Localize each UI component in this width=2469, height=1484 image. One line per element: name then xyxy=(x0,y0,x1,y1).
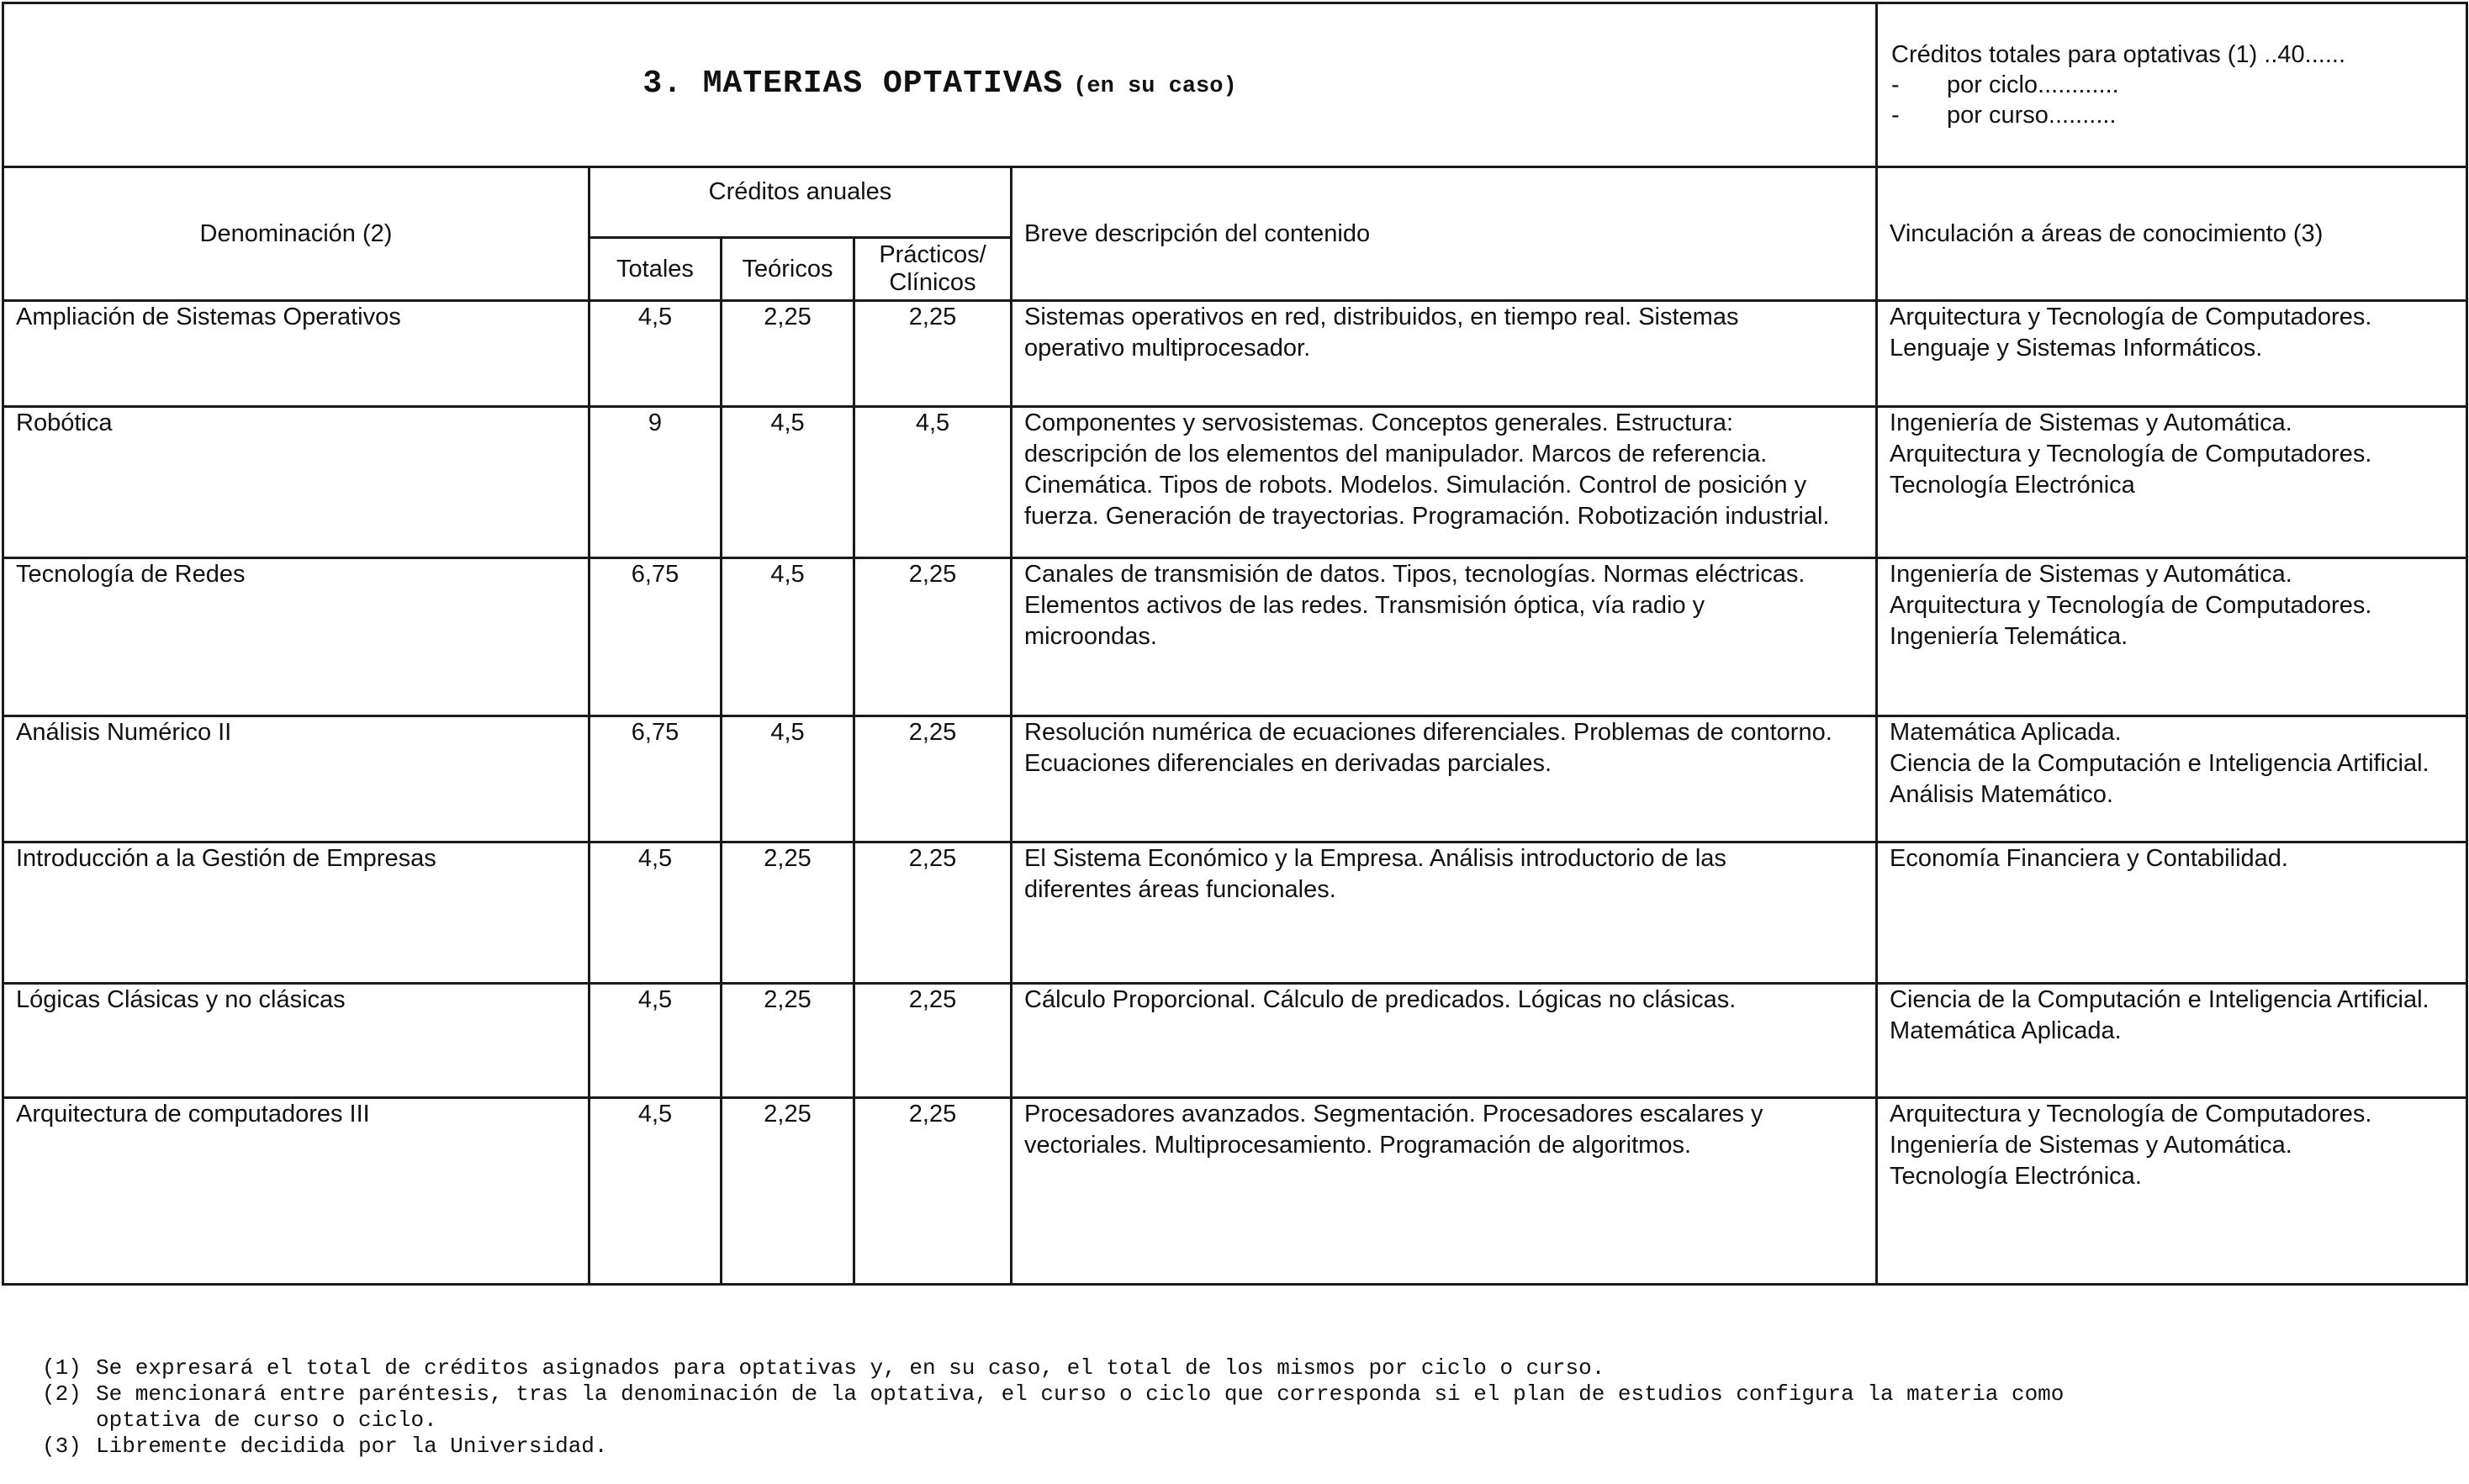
credits-totales: 9 xyxy=(589,407,722,558)
credits-teoricos: 2,25 xyxy=(722,842,854,984)
credits-practicos: 2,25 xyxy=(854,301,1012,407)
totals-text: por ciclo............ xyxy=(1947,71,2119,98)
column-header-practicos xyxy=(854,238,1012,301)
area-line: Arquitectura y Tecnología de Computadores. xyxy=(1890,441,2372,467)
knowledge-areas xyxy=(1877,301,2467,407)
credits-totales: 6,75 xyxy=(589,558,722,716)
column-header-vinculacion: Vinculación a áreas de conocimiento (3) xyxy=(1877,167,2467,301)
totals-line xyxy=(1891,40,2466,70)
footnote-mark: (1) xyxy=(42,1355,82,1381)
description-line: fuerza. Generación de trayectorias. Programación. Robotización industrial. xyxy=(1024,503,1830,530)
area-line: Arquitectura y Tecnología de Computadores. xyxy=(1890,592,2372,619)
totals-line xyxy=(1891,100,2466,130)
credits-practicos: 2,25 xyxy=(854,558,1012,716)
description-line: Resolución numérica de ecuaciones diferenciales. Problemas de contorno. xyxy=(1024,719,1832,746)
area-line: Ingeniería de Sistemas y Automática. xyxy=(1890,1132,2292,1159)
totals-dash: - xyxy=(1891,71,1900,98)
section-title-note: (en su caso) xyxy=(1073,73,1237,99)
credits-teoricos: 2,25 xyxy=(722,1098,854,1285)
knowledge-areas xyxy=(1877,716,2467,842)
footnote-line: Libremente decidida por la Universidad. xyxy=(96,1434,608,1459)
totals-text: por curso.......... xyxy=(1947,102,2117,129)
credits-practicos: 4,5 xyxy=(854,407,1012,558)
credits-teoricos: 2,25 xyxy=(722,984,854,1098)
description-line: Canales de transmisión de datos. Tipos, tecnologías. Normas eléctricas. xyxy=(1024,561,1805,588)
knowledge-areas xyxy=(1877,407,2467,558)
footnote-text xyxy=(96,1355,2413,1381)
area-line: Matemática Aplicada. xyxy=(1890,719,2122,746)
description-line: Cálculo Proporcional. Cálculo de predicados. Lógicas no clásicas. xyxy=(1024,986,1737,1013)
description-line: vectoriales. Multiprocesamiento. Programación de algoritmos. xyxy=(1024,1132,1692,1159)
header-line: Clínicos xyxy=(889,269,976,296)
column-header-teoricos: Teóricos xyxy=(722,238,854,301)
section-title: 3. MATERIAS OPTATIVAS xyxy=(642,65,1064,102)
credits-teoricos: 4,5 xyxy=(722,407,854,558)
subject-name: Robótica xyxy=(3,407,589,558)
footnote xyxy=(42,1381,2413,1434)
footnote-text xyxy=(96,1434,2413,1460)
footnote-line: optativa de curso o ciclo. xyxy=(96,1407,437,1433)
content-description xyxy=(1012,558,1877,716)
credits-practicos: 2,25 xyxy=(854,984,1012,1098)
description-line: descripción de los elementos del manipulador. Marcos de referencia. xyxy=(1024,441,1768,467)
content-description xyxy=(1012,301,1877,407)
subject-name: Análisis Numérico II xyxy=(3,716,589,842)
area-line: Ciencia de la Computación e Inteligencia Artificial. xyxy=(1890,986,2429,1013)
subject-name: Introducción a la Gestión de Empresas xyxy=(3,842,589,984)
footnote xyxy=(42,1355,2413,1381)
credits-teoricos: 4,5 xyxy=(722,558,854,716)
knowledge-areas xyxy=(1877,1098,2467,1285)
credits-practicos: 2,25 xyxy=(854,1098,1012,1285)
column-header-descripcion: Breve descripción del contenido xyxy=(1012,167,1877,301)
content-description xyxy=(1012,716,1877,842)
footnote-mark: (2) xyxy=(42,1381,82,1407)
description-line: Cinemática. Tipos de robots. Modelos. Simulación. Control de posición y xyxy=(1024,472,1807,499)
area-line: Arquitectura y Tecnología de Computadores. xyxy=(1890,1101,2372,1128)
subject-name: Tecnología de Redes xyxy=(3,558,589,716)
footnote-text xyxy=(96,1381,2413,1434)
description-line: Componentes y servosistemas. Conceptos generales. Estructura: xyxy=(1024,409,1734,436)
credits-totales: 4,5 xyxy=(589,1098,722,1285)
table-row xyxy=(3,984,2467,1098)
description-line: diferentes áreas funcionales. xyxy=(1024,876,1336,903)
footnotes xyxy=(42,1355,2413,1460)
subject-name: Lógicas Clásicas y no clásicas xyxy=(3,984,589,1098)
table-row xyxy=(3,842,2467,984)
description-line: El Sistema Económico y la Empresa. Análisis introductorio de las xyxy=(1024,845,1726,872)
content-description xyxy=(1012,407,1877,558)
knowledge-areas xyxy=(1877,842,2467,984)
area-line: Ciencia de la Computación e Inteligencia Artificial. xyxy=(1890,750,2429,777)
credits-practicos: 2,25 xyxy=(854,842,1012,984)
content-description xyxy=(1012,984,1877,1098)
credits-totales: 4,5 xyxy=(589,301,722,407)
area-line: Tecnología Electrónica. xyxy=(1890,1163,2142,1190)
credits-totales: 6,75 xyxy=(589,716,722,842)
area-line: Lenguaje y Sistemas Informáticos. xyxy=(1890,335,2263,362)
content-description xyxy=(1012,842,1877,984)
credits-totales: 4,5 xyxy=(589,984,722,1098)
area-line: Tecnología Electrónica xyxy=(1890,472,2135,499)
area-line: Ingeniería de Sistemas y Automática. xyxy=(1890,409,2292,436)
section-title-cell xyxy=(3,3,1877,167)
footnote xyxy=(42,1434,2413,1460)
content-description xyxy=(1012,1098,1877,1285)
optional-subjects-table xyxy=(2,2,2468,1286)
description-line: Sistemas operativos en red, distribuidos, en tiempo real. Sistemas xyxy=(1024,304,1739,330)
column-header-denominacion: Denominación (2) xyxy=(3,167,589,301)
credits-practicos: 2,25 xyxy=(854,716,1012,842)
subject-name: Ampliación de Sistemas Operativos xyxy=(3,301,589,407)
column-header-creditos-anuales: Créditos anuales xyxy=(589,167,1012,238)
column-header-totales: Totales xyxy=(589,238,722,301)
header-line: Prácticos/ xyxy=(879,241,986,268)
footnote-mark: (3) xyxy=(42,1434,82,1459)
area-line: Economía Financiera y Contabilidad. xyxy=(1890,845,2288,872)
description-line: Ecuaciones diferenciales en derivadas parciales. xyxy=(1024,750,1552,777)
table-row xyxy=(3,716,2467,842)
footnote-line: Se mencionará entre paréntesis, tras la denominación de la optativa, el curso o ciclo que corresponda si el plan de estudios configura la materia como xyxy=(96,1381,2065,1407)
area-line: Análisis Matemático. xyxy=(1890,781,2113,808)
totals-text: Créditos totales para optativas (1) ..40...... xyxy=(1891,41,2346,68)
description-line: Procesadores avanzados. Segmentación. Procesadores escalares y xyxy=(1024,1101,1763,1128)
totals-dash: - xyxy=(1891,102,1900,129)
description-line: microondas. xyxy=(1024,623,1157,650)
area-line: Arquitectura y Tecnología de Computadores. xyxy=(1890,304,2372,330)
footnote-line: Se expresará el total de créditos asignados para optativas y, en su caso, el total de los mismos por ciclo o curso. xyxy=(96,1355,1605,1381)
totals-line xyxy=(1891,70,2466,100)
subject-name: Arquitectura de computadores III xyxy=(3,1098,589,1285)
credits-teoricos: 2,25 xyxy=(722,301,854,407)
knowledge-areas xyxy=(1877,558,2467,716)
table-row xyxy=(3,301,2467,407)
table-row xyxy=(3,558,2467,716)
area-line: Matemática Aplicada. xyxy=(1890,1017,2122,1044)
table-row xyxy=(3,1098,2467,1285)
area-line: Ingeniería de Sistemas y Automática. xyxy=(1890,561,2292,588)
table-row xyxy=(3,407,2467,558)
description-line: operativo multiprocesador. xyxy=(1024,335,1311,362)
knowledge-areas xyxy=(1877,984,2467,1098)
description-line: Elementos activos de las redes. Transmisión óptica, vía radio y xyxy=(1024,592,1705,619)
credits-teoricos: 4,5 xyxy=(722,716,854,842)
area-line: Ingeniería Telemática. xyxy=(1890,623,2128,650)
credit-totals-cell xyxy=(1877,3,2467,167)
credits-totales: 4,5 xyxy=(589,842,722,984)
